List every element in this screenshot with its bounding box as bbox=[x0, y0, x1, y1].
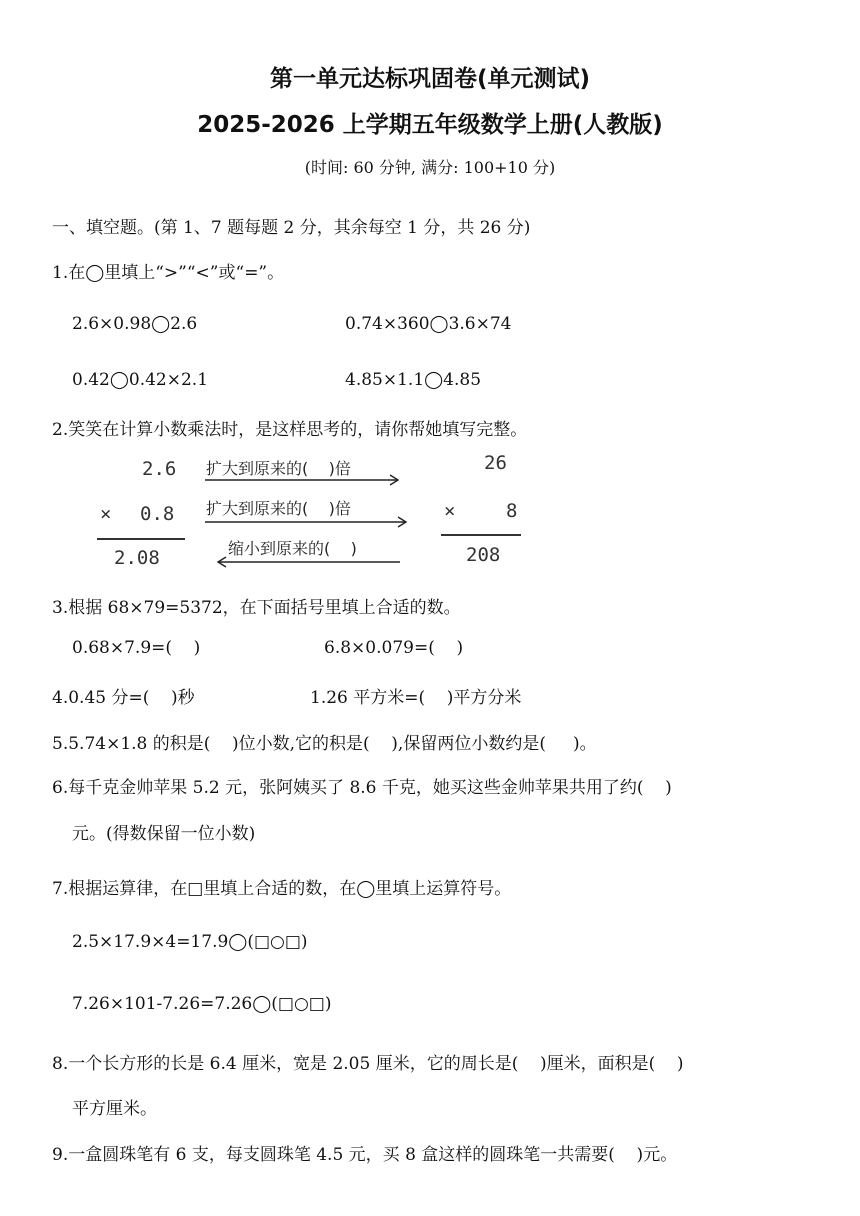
section-heading: 一、填空题。(第 1、7 题每题 2 分，其余每空 1 分，共 26 分) bbox=[52, 218, 531, 238]
arrow-left-icon bbox=[218, 557, 400, 567]
q2-right-times: × bbox=[444, 500, 456, 522]
q8-line-1: 8.一个长方形的长是 6.4 厘米，宽是 2.05 厘米，它的周长是( )厘米，面积是( ) bbox=[52, 1054, 684, 1074]
q1-item-c: 0.42◯0.42×2.1 bbox=[72, 370, 209, 390]
q4-item-b: 1.26 平方米=( )平方分米 bbox=[310, 688, 522, 708]
q2-left-mid: 0.8 bbox=[140, 503, 175, 525]
q2-right-bottom: 208 bbox=[466, 544, 501, 566]
title-line-2: 2025-2026 上学期五年级数学上册(人教版) bbox=[197, 112, 663, 138]
q1-item-b: 0.74×360◯3.6×74 bbox=[345, 314, 512, 334]
q5-text: 5.5.74×1.8 的积是( )位小数,它的积是( ),保留两位小数约是( )。 bbox=[52, 734, 597, 754]
q2-arrow1-label: 扩大到原来的( )倍 bbox=[206, 459, 351, 478]
q2-right-mid: 8 bbox=[506, 500, 518, 522]
q1-item-d: 4.85×1.1◯4.85 bbox=[345, 370, 482, 390]
q7-item-a: 2.5×17.9×4=17.9◯(□○□) bbox=[72, 932, 308, 952]
subtitle: (时间: 60 分钟, 满分: 100+10 分) bbox=[304, 158, 556, 177]
q9-text: 9.一盒圆珠笔有 6 支，每支圆珠笔 4.5 元，买 8 盒这样的圆珠笔一共需要( )元。 bbox=[52, 1145, 678, 1165]
q3-prompt: 3.根据 68×79=5372，在下面括号里填上合适的数。 bbox=[52, 598, 461, 618]
arrow-right-2-icon bbox=[205, 517, 406, 527]
q6-line-1: 6.每千克金帅苹果 5.2 元，张阿姨买了 8.6 千克，她买这些金帅苹果共用了约( ) bbox=[52, 778, 672, 798]
q3-item-a: 0.68×7.9=( ) bbox=[72, 638, 201, 658]
q8-line-2: 平方厘米。 bbox=[72, 1099, 157, 1119]
q1-prompt: 1.在◯里填上“>”“<”或“=”。 bbox=[52, 263, 285, 283]
q2-right-top: 26 bbox=[484, 452, 507, 474]
q6-line-2: 元。(得数保留一位小数) bbox=[72, 824, 256, 844]
q2-left-times: × bbox=[100, 503, 112, 525]
q1-item-a: 2.6×0.98◯2.6 bbox=[72, 314, 198, 334]
q4-item-a: 4.0.45 分=( )秒 bbox=[52, 688, 195, 708]
arrow-right-1-icon bbox=[205, 475, 398, 485]
q2-arrow2-label: 扩大到原来的( )倍 bbox=[206, 499, 351, 518]
q2-arrow3-label: 缩小到原来的( ) bbox=[228, 539, 357, 558]
q3-item-b: 6.8×0.079=( ) bbox=[324, 638, 464, 658]
title-line-1: 第一单元达标巩固卷(单元测试) bbox=[269, 66, 591, 92]
q2-prompt: 2.笑笑在计算小数乘法时，是这样思考的，请你帮她填写完整。 bbox=[52, 420, 528, 440]
q2-left-top: 2.6 bbox=[142, 458, 177, 480]
q2-left-bottom: 2.08 bbox=[114, 547, 160, 569]
q7-prompt: 7.根据运算律，在□里填上合适的数，在◯里填上运算符号。 bbox=[52, 879, 512, 899]
q2-right-rule bbox=[441, 534, 521, 536]
q7-item-b: 7.26×101-7.26=7.26◯(□○□) bbox=[72, 994, 332, 1014]
